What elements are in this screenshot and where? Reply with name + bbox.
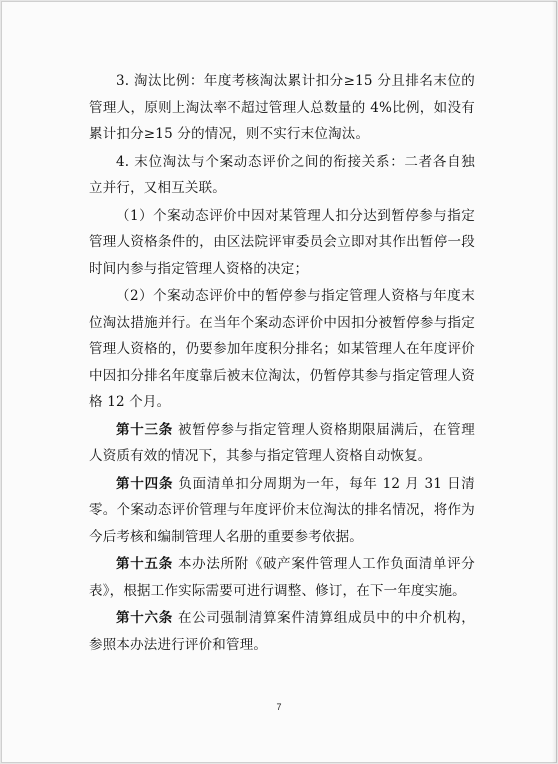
article-13 [89,417,475,470]
article-label: 第十六条 [116,610,174,626]
article-15 [89,551,475,604]
paragraph-text: 3. 淘汰比例：年度考核淘汰累计扣分≥15 分且排名末位的管理人，原则上淘汰率不超过管理人总数量的 4%比例，如没有累计扣分≥15 分的情况，则不实行末位淘汰。 [89,73,475,142]
document-page [1,1,557,763]
article-label: 第十五条 [116,556,174,572]
paragraph-linkage-relation [89,149,475,202]
paragraph-elimination-ratio [89,68,475,148]
page-number: 7 [276,702,282,712]
scan-edge-shadow [552,1,557,763]
paragraph-text: （1）个案动态评价中因对某管理人扣分达到暂停参与指定管理人资格条件的，由区法院评审委员会立即对其作出暂停一段时间内参与指定管理人资格的决定； [89,207,475,277]
article-label: 第十三条 [116,421,174,438]
article-14 [89,471,475,551]
article-text: 被暂停参与指定管理人资格期限届满后，在管理人资质有效的情况下，其参与指定管理人资格自动恢复。 [89,421,475,464]
article-label: 第十四条 [116,475,174,492]
paragraph-item-1 [89,203,475,283]
article-text: 在公司强制清算案件清算组成员中的中介机构，参照本办法进行评价和管理。 [89,610,475,653]
paragraph-item-2 [89,283,475,416]
document-body [89,68,475,658]
article-text: 负面清单扣分周期为一年，每年 12 月 31 日清零。个案动态评价管理与年度评价末位淘汰的排名情况，将作为今后考核和编制管理人名册的重要参考依据。 [89,475,475,545]
article-text: 本办法所附《破产案件管理人工作负面清单评分表》，根据工作实际需要可进行调整、修订，在下一年度实施。 [89,556,475,599]
article-16 [89,605,475,658]
paragraph-text: （2）个案动态评价中的暂停参与指定管理人资格与年度末位淘汰措施并行。在当年个案动态评价中因扣分被暂停参与指定管理人资格的，仍要参加年度积分排名；如某管理人在年度评价中因扣分排名年度靠后被末位淘汰，仍暂停其参与指定管理人资格 12 个月。 [89,288,475,410]
paragraph-text: 4. 末位淘汰与个案动态评价之间的衔接关系：二者各自独立并行，又相互关联。 [89,153,475,196]
